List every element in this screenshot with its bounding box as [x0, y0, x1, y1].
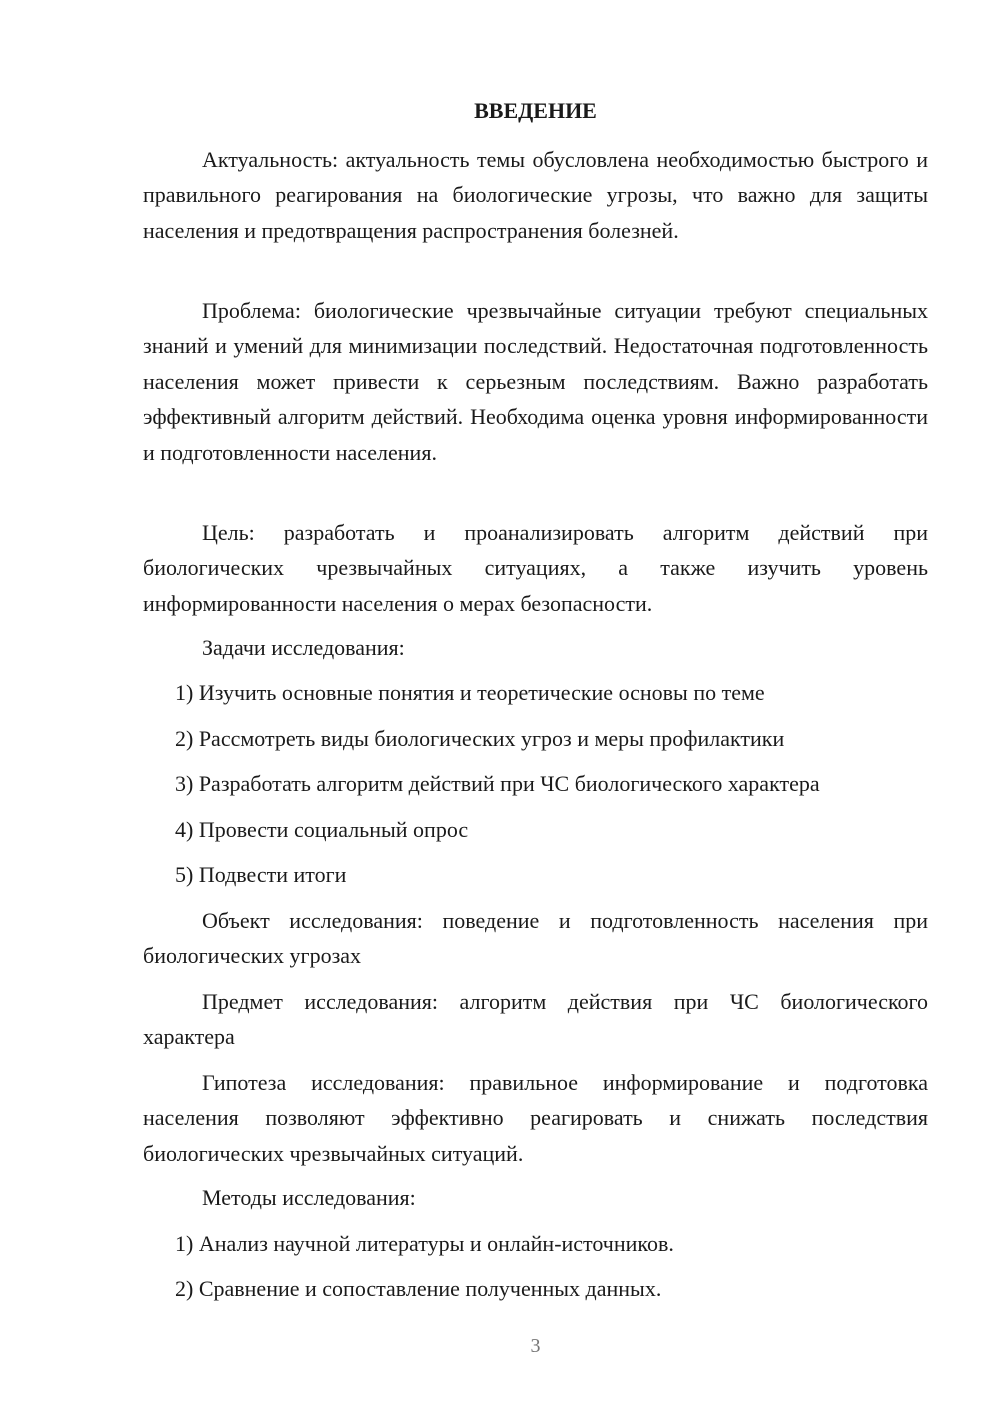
methods-title: Методы исследования: [202, 1185, 416, 1210]
paragraph-hypothesis: Гипотеза исследования: правильное информирование и подготовка населения позволяют эффективно реагировать и снижать последствия биологических чрезвычайных ситуаций. [143, 1070, 928, 1166]
task-item-1: 1) Изучить основные понятия и теоретические основы по теме [175, 680, 765, 705]
task-item-3: 3) Разработать алгоритм действий при ЧС биологического характера [175, 771, 820, 796]
page-number: 3 [530, 1335, 541, 1357]
task-item-5: 5) Подвести итоги [175, 862, 347, 887]
paragraph-subject: Предмет исследования: алгоритм действия при ЧС биологического характера [143, 989, 928, 1050]
tasks-title: Задачи исследования: [202, 635, 405, 660]
section-heading: ВВЕДЕНИЕ [474, 98, 597, 123]
method-item-2: 2) Сравнение и сопоставление полученных данных. [175, 1276, 662, 1301]
paragraph-goal: Цель: разработать и проанализировать алгоритм действий при биологических чрезвычайных ситуациях, а также изучить уровень информированности населения о мерах безопасности. [143, 520, 928, 616]
paragraph-object: Объект исследования: поведение и подготовленность населения при биологических угрозах [143, 908, 928, 969]
task-item-2: 2) Рассмотреть виды биологических угроз и меры профилактики [175, 726, 785, 751]
method-item-1: 1) Анализ научной литературы и онлайн-источников. [175, 1231, 674, 1256]
paragraph-problem: Проблема: биологические чрезвычайные ситуации требуют специальных знаний и умений для минимизации последствий. Недостаточная подготовленность населения может привести к серьезным последствиям. Важно разработать эффективный алгоритм действий. Необходима оценка уровня информированности и подготовленности населения. [143, 298, 928, 465]
task-item-4: 4) Провести социальный опрос [175, 817, 469, 842]
paragraph-relevance: Актуальность: актуальность темы обусловлена необходимостью быстрого и правильного реагирования на биологические угрозы, что важно для защиты населения и предотвращения распространения болезней. [143, 147, 928, 243]
